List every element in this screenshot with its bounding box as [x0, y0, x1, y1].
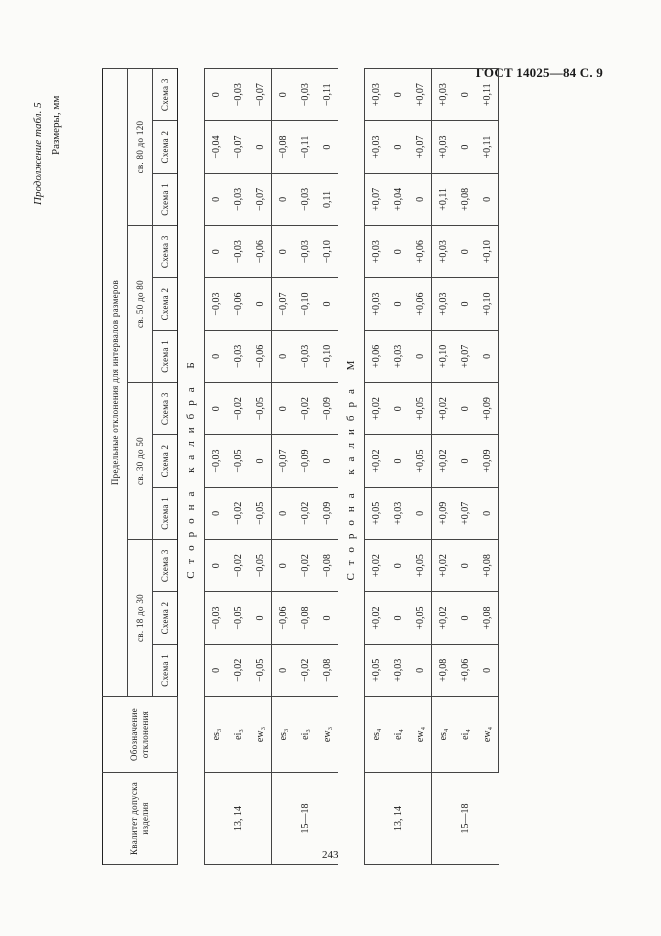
value-cell: 0 [205, 330, 228, 382]
value-cell: 0 [454, 121, 476, 173]
value-cell: 0 [316, 592, 338, 644]
value-cell: 0 [476, 173, 499, 225]
value-cell: +0,09 [476, 435, 499, 487]
header-scheme: Схема 2 [153, 121, 178, 173]
value-cell: +0,03 [365, 69, 388, 121]
value-cell: −0,10 [316, 226, 338, 278]
value-cell: +0,03 [365, 278, 388, 330]
header-range: св. 18 до 30 [128, 540, 153, 697]
table-row [249, 69, 272, 865]
value-cell: −0,08 [294, 592, 316, 644]
header-scheme: Схема 1 [153, 644, 178, 696]
header-scheme: Схема 2 [153, 592, 178, 644]
grade-cell: 13, 14 [365, 773, 432, 865]
value-cell: −0,09 [294, 435, 316, 487]
table-row [409, 69, 432, 865]
value-cell: −0,02 [227, 487, 249, 539]
value-cell: 0 [409, 330, 432, 382]
value-cell: +0,08 [476, 592, 499, 644]
value-cell: +0,02 [432, 540, 455, 592]
table-row [294, 69, 316, 865]
symbol-cell: ei₃ [227, 697, 249, 773]
value-cell: +0,10 [432, 330, 455, 382]
value-cell: 0 [454, 278, 476, 330]
value-cell: +0,11 [476, 121, 499, 173]
value-cell: 0 [272, 69, 295, 121]
value-cell: −0,03 [227, 330, 249, 382]
grade-cell: 13, 14 [205, 773, 272, 865]
table-row [476, 69, 499, 865]
value-cell: +0,06 [454, 644, 476, 696]
value-cell: 0 [249, 121, 272, 173]
value-cell: 0 [454, 226, 476, 278]
value-cell: 0 [476, 487, 499, 539]
value-cell: −0,06 [249, 330, 272, 382]
value-cell: −0,08 [316, 644, 338, 696]
value-cell: 0 [387, 383, 409, 435]
section-title: Сторона калибра М [345, 352, 357, 581]
value-cell: +0,02 [365, 383, 388, 435]
value-cell: −0,05 [249, 487, 272, 539]
value-cell: −0,07 [272, 278, 295, 330]
value-cell: +0,03 [387, 487, 409, 539]
header-range: св. 80 до 120 [128, 69, 153, 226]
value-cell: −0,06 [227, 278, 249, 330]
value-cell: 0 [205, 173, 228, 225]
value-cell: −0,03 [227, 69, 249, 121]
value-cell: −0,05 [249, 383, 272, 435]
value-cell: −0,02 [227, 383, 249, 435]
value-cell: +0,03 [432, 69, 455, 121]
value-cell: −0,07 [272, 435, 295, 487]
value-cell: 0 [387, 69, 409, 121]
value-cell: −0,03 [294, 173, 316, 225]
value-cell: +0,10 [476, 226, 499, 278]
table-row [272, 69, 295, 865]
header-range: св. 50 до 80 [128, 226, 153, 383]
value-cell: 0 [272, 173, 295, 225]
value-cell: 0 [387, 278, 409, 330]
value-cell: −0,08 [272, 121, 295, 173]
value-cell: +0,10 [476, 278, 499, 330]
value-cell: 0 [387, 540, 409, 592]
value-cell: −0,02 [294, 487, 316, 539]
value-cell: 0 [387, 121, 409, 173]
header-range: св. 30 до 50 [128, 383, 153, 540]
value-cell: 0 [205, 540, 228, 592]
symbol-cell: ew₄ [409, 697, 432, 773]
value-cell: 0 [316, 121, 338, 173]
value-cell: +0,02 [365, 435, 388, 487]
table-row [365, 69, 388, 865]
value-cell: −0,03 [205, 435, 228, 487]
value-cell: −0,07 [227, 121, 249, 173]
units-caption: Размеры, мм [50, 95, 62, 155]
value-cell: −0,04 [205, 121, 228, 173]
value-cell: 0 [249, 592, 272, 644]
value-cell: −0,03 [227, 173, 249, 225]
value-cell: +0,06 [409, 278, 432, 330]
value-cell: +0,04 [387, 173, 409, 225]
value-cell: 0 [409, 173, 432, 225]
value-cell: 0 [409, 644, 432, 696]
value-cell: −0,02 [227, 540, 249, 592]
value-cell: −0,10 [294, 278, 316, 330]
value-cell: 0 [272, 226, 295, 278]
header-grade: Квалитет допуска изделия [103, 773, 178, 865]
value-cell: +0,05 [409, 435, 432, 487]
header-scheme: Схема 2 [153, 278, 178, 330]
value-cell: 0 [454, 69, 476, 121]
value-cell: +0,02 [432, 592, 455, 644]
value-cell: 0,11 [316, 173, 338, 225]
value-cell: +0,05 [365, 487, 388, 539]
value-cell: 0 [205, 383, 228, 435]
value-cell: 0 [249, 278, 272, 330]
header-scheme: Схема 3 [153, 383, 178, 435]
value-cell: −0,02 [294, 644, 316, 696]
value-cell: −0,03 [294, 330, 316, 382]
value-cell: −0,02 [294, 383, 316, 435]
table-row [227, 69, 249, 865]
section-row [338, 69, 365, 865]
value-cell: +0,09 [476, 383, 499, 435]
value-cell: 0 [316, 435, 338, 487]
grade-cell: 15—18 [432, 773, 499, 865]
value-cell: 0 [205, 226, 228, 278]
value-cell: +0,05 [409, 383, 432, 435]
value-cell: −0,05 [227, 435, 249, 487]
value-cell: 0 [205, 487, 228, 539]
table-row [205, 69, 228, 865]
value-cell: +0,11 [476, 69, 499, 121]
header-scheme: Схема 1 [153, 330, 178, 382]
value-cell: 0 [454, 435, 476, 487]
symbol-cell: es₄ [432, 697, 455, 773]
value-cell: +0,03 [432, 278, 455, 330]
value-cell: 0 [476, 330, 499, 382]
value-cell: 0 [272, 540, 295, 592]
value-cell: 0 [454, 540, 476, 592]
header-symbol: Обозначение отклонения [103, 697, 178, 773]
value-cell: +0,07 [454, 330, 476, 382]
value-cell: −0,03 [227, 226, 249, 278]
header-scheme: Схема 1 [153, 173, 178, 225]
value-cell: −0,08 [316, 540, 338, 592]
value-cell: 0 [272, 644, 295, 696]
value-cell: +0,03 [387, 330, 409, 382]
value-cell: +0,08 [454, 173, 476, 225]
value-cell: −0,05 [249, 644, 272, 696]
header-scheme: Схема 3 [153, 69, 178, 121]
rotated-table-block [32, 69, 661, 865]
table-body [178, 69, 499, 865]
value-cell: −0,03 [294, 69, 316, 121]
value-cell: +0,03 [387, 644, 409, 696]
symbol-cell: ei₄ [387, 697, 409, 773]
value-cell: 0 [387, 592, 409, 644]
value-cell: −0,03 [205, 592, 228, 644]
value-cell: −0,07 [249, 173, 272, 225]
value-cell: 0 [272, 487, 295, 539]
grade-cell: 15—18 [272, 773, 339, 865]
value-cell: 0 [454, 383, 476, 435]
symbol-cell: ew₃ [249, 697, 272, 773]
value-cell: +0,07 [365, 173, 388, 225]
value-cell: 0 [272, 383, 295, 435]
symbol-cell: es₃ [272, 697, 295, 773]
value-cell: −0,06 [272, 592, 295, 644]
value-cell: +0,06 [409, 226, 432, 278]
symbol-cell: ew₄ [476, 697, 499, 773]
value-cell: −0,05 [227, 592, 249, 644]
value-cell: −0,09 [316, 487, 338, 539]
value-cell: −0,09 [316, 383, 338, 435]
table-row [432, 69, 455, 865]
value-cell: +0,08 [432, 644, 455, 696]
symbol-cell: ei₄ [454, 697, 476, 773]
value-cell: +0,05 [365, 644, 388, 696]
section-row [178, 69, 205, 865]
table-row [316, 69, 338, 865]
symbol-cell: es₄ [365, 697, 388, 773]
value-cell: −0,11 [294, 121, 316, 173]
value-cell: +0,11 [432, 173, 455, 225]
header-scheme: Схема 1 [153, 487, 178, 539]
value-cell: 0 [387, 435, 409, 487]
value-cell: +0,02 [365, 592, 388, 644]
value-cell: −0,02 [227, 644, 249, 696]
value-cell: −0,05 [249, 540, 272, 592]
value-cell: +0,03 [432, 226, 455, 278]
table-row [387, 69, 409, 865]
value-cell: −0,06 [249, 226, 272, 278]
header-scheme: Схема 2 [153, 435, 178, 487]
value-cell: +0,07 [409, 121, 432, 173]
value-cell: 0 [454, 592, 476, 644]
symbol-cell: ew₃ [316, 697, 338, 773]
value-cell: +0,08 [476, 540, 499, 592]
table-row [454, 69, 476, 865]
value-cell: −0,02 [294, 540, 316, 592]
value-cell: −0,03 [205, 278, 228, 330]
section-title: Сторона калибра Б [185, 354, 197, 579]
page-number: 243 [322, 849, 339, 861]
value-cell: 0 [387, 226, 409, 278]
header-scheme: Схема 3 [153, 540, 178, 592]
table-continuation-caption: Продолжение табл. 5 [32, 102, 44, 205]
value-cell: +0,03 [432, 121, 455, 173]
symbol-cell: es₃ [205, 697, 228, 773]
value-cell: +0,03 [365, 121, 388, 173]
symbol-cell: ei₃ [294, 697, 316, 773]
value-cell: +0,02 [365, 540, 388, 592]
page-header: ГОСТ 14025—84 С. 9 [475, 65, 603, 80]
value-cell: +0,07 [409, 69, 432, 121]
value-cell: +0,05 [409, 592, 432, 644]
value-cell: +0,06 [365, 330, 388, 382]
value-cell: +0,03 [365, 226, 388, 278]
value-cell: 0 [409, 487, 432, 539]
value-cell: +0,02 [432, 383, 455, 435]
value-cell: +0,05 [409, 540, 432, 592]
value-cell: 0 [316, 278, 338, 330]
value-cell: −0,07 [249, 69, 272, 121]
value-cell: +0,07 [454, 487, 476, 539]
value-cell: +0,02 [432, 435, 455, 487]
value-cell: −0,03 [294, 226, 316, 278]
value-cell: −0,10 [316, 330, 338, 382]
value-cell: 0 [272, 330, 295, 382]
header-scheme: Схема 3 [153, 226, 178, 278]
value-cell: 0 [205, 644, 228, 696]
value-cell: 0 [476, 644, 499, 696]
value-cell: 0 [249, 435, 272, 487]
header-group: Предельные отклонения для интервалов размеров [103, 69, 128, 697]
value-cell: 0 [205, 69, 228, 121]
deviation-table [102, 68, 499, 865]
value-cell: +0,09 [432, 487, 455, 539]
value-cell: −0,11 [316, 69, 338, 121]
